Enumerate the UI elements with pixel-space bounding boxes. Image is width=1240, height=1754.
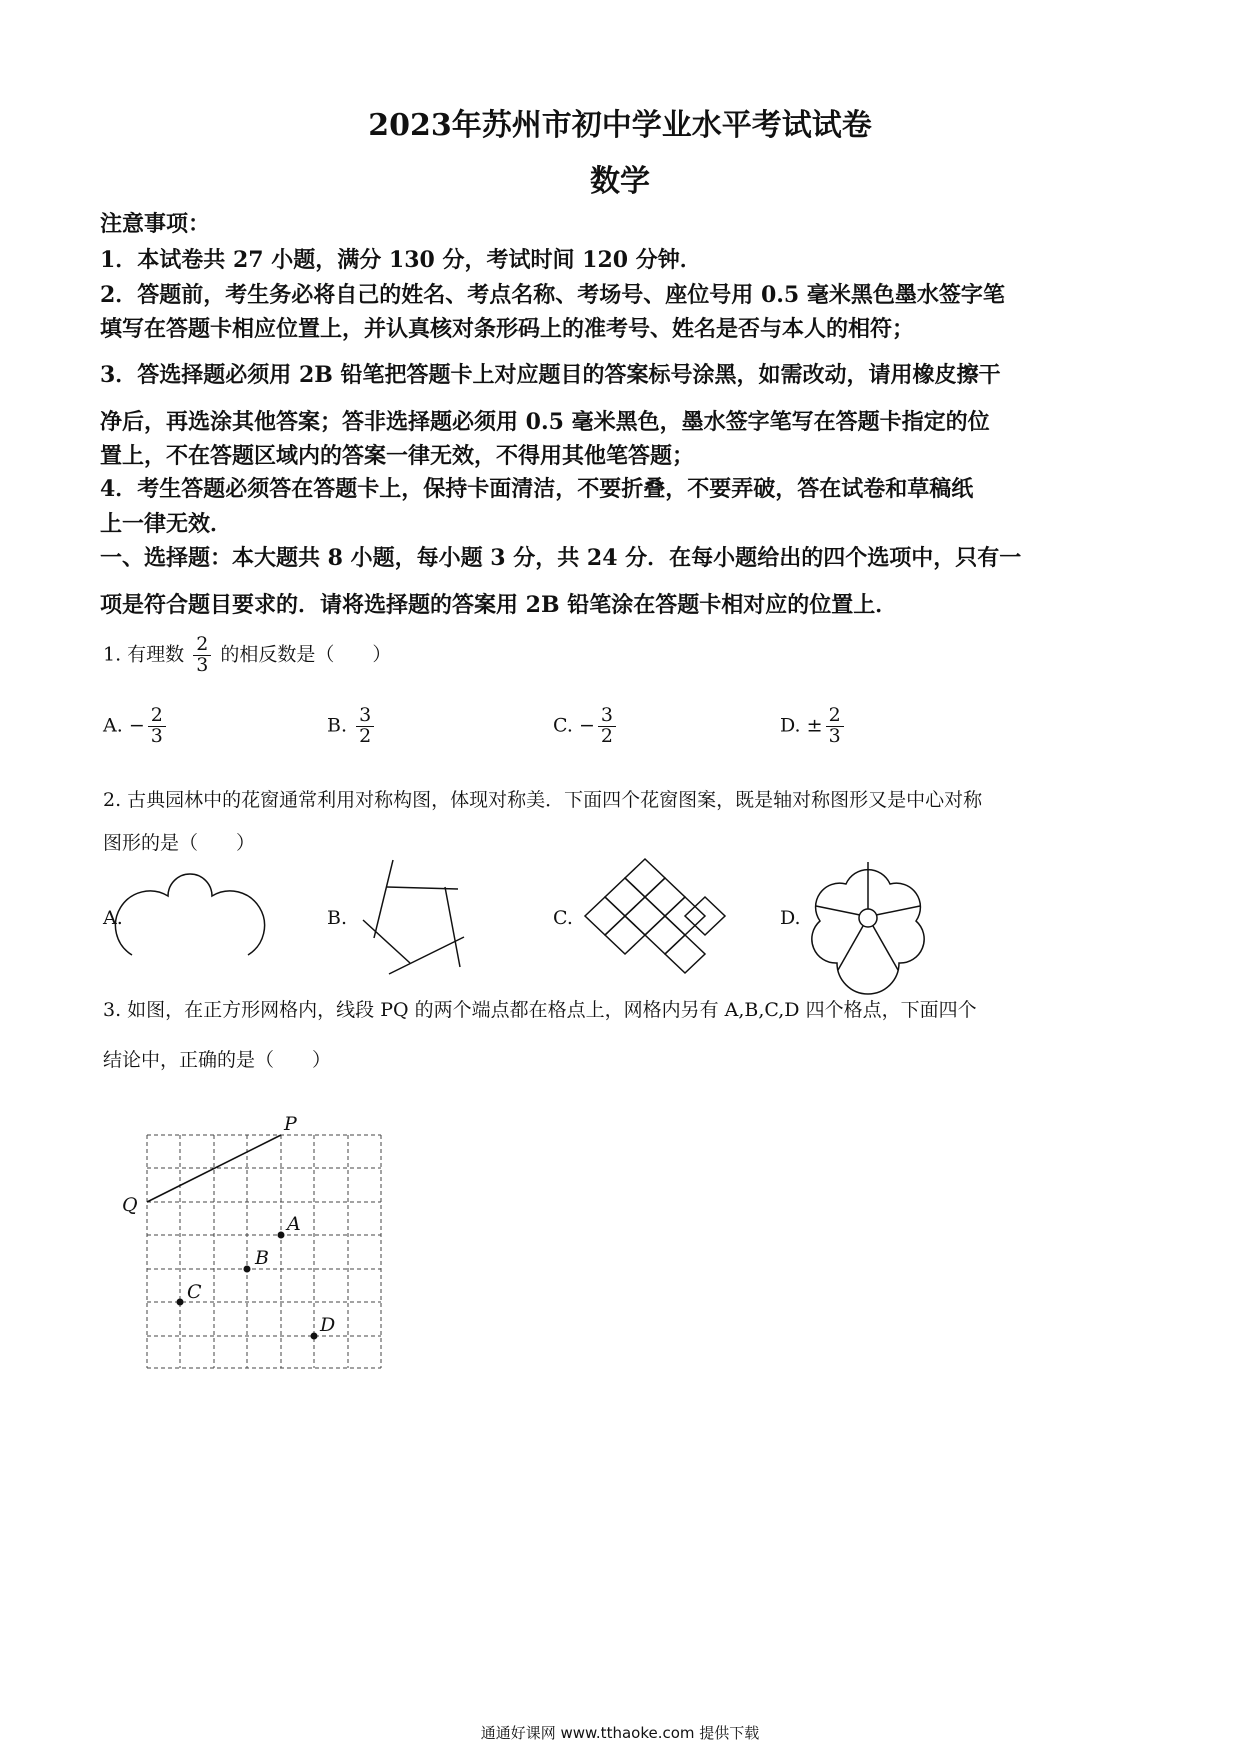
q1-prefix: 1. 有理数: [103, 643, 185, 666]
point-c: [177, 1299, 184, 1306]
section1-line1: 一、选择题：本大题共 8 小题，每小题 3 分，共 24 分．在每小题给出的四个选项中，只有一: [100, 545, 1022, 571]
q3-grid-figure: [110, 1105, 410, 1385]
q1-option-b-fraction: [356, 706, 374, 747]
q1-option-a-sign: −: [128, 714, 145, 737]
q2-line1: 2. 古典园林中的花窗通常利用对称构图，体现对称美．下面四个花窗图案，既是轴对称图形又是中心对称: [103, 789, 983, 811]
q2-option-d-label[interactable]: D.: [780, 907, 801, 929]
q1-option-c-label: C.: [553, 714, 573, 737]
note-4-line2: 上一律无效．: [100, 511, 233, 537]
q2-line2: 图形的是（ ）: [103, 832, 256, 854]
q2-figure-b: [365, 855, 475, 980]
footer-credit: 通通好课网 www.tthaoke.com 提供下载: [480, 1724, 760, 1742]
note-2-line1: 2．答题前，考生务必将自己的姓名、考点名称、考场号、座位号用 0.5 毫米黑色墨水签字笔: [100, 282, 1005, 308]
notes-heading: 注意事项：: [100, 211, 211, 237]
q1-option-d-fraction: [826, 706, 844, 747]
label-c: C: [187, 1281, 202, 1303]
point-a: [278, 1232, 285, 1239]
q1-option-d[interactable]: [780, 706, 847, 747]
note-4-line1: 4．考生答题必须答在答题卡上，保持卡面清洁，不要折叠，不要弄破，答在试卷和草稿纸: [100, 476, 974, 502]
point-d: [311, 1333, 318, 1340]
q1-option-c-sign: −: [578, 714, 595, 737]
q3-line2: 结论中，正确的是（ ）: [103, 1049, 332, 1071]
q3-line1: 3. 如图，在正方形网格内，线段 PQ 的两个端点都在格点上，网格内另有 A,B,C,D 四个格点，下面四个: [103, 999, 977, 1021]
note-2-line2: 填写在答题卡相应位置上，并认真核对条形码上的准考号、姓名是否与本人的相符；: [100, 316, 915, 342]
q1-fraction: [193, 635, 211, 676]
q1-frac-num: 2: [193, 635, 211, 656]
label-p: P: [284, 1113, 297, 1135]
q1-option-c-num: 3: [598, 706, 616, 727]
question-1: [103, 635, 391, 676]
q1-option-a-fraction: [148, 706, 166, 747]
q2-option-b-label[interactable]: B.: [327, 907, 348, 929]
q1-suffix: 的相反数是（ ）: [220, 643, 392, 666]
label-a: A: [287, 1213, 301, 1235]
q2-option-a-label[interactable]: A.: [103, 907, 123, 929]
note-3-line1: 3．答选择题必须用 2B 铅笔把答题卡上对应题目的答案标号涂黑，如需改动，请用橡皮擦干: [100, 362, 1001, 388]
q1-option-b-label: B.: [327, 714, 348, 737]
point-b: [244, 1266, 251, 1273]
note-1: 1．本试卷共 27 小题，满分 130 分，考试时间 120 分钟．: [100, 247, 702, 273]
label-b: B: [255, 1247, 269, 1269]
q1-frac-den: 3: [196, 653, 209, 676]
label-q: Q: [122, 1194, 138, 1216]
q1-option-d-num: 2: [826, 706, 844, 727]
q1-option-b-num: 3: [356, 706, 374, 727]
q2-figure-a: [125, 870, 255, 965]
q2-figure-c: [580, 870, 745, 962]
q1-option-a-den: 3: [150, 724, 163, 747]
q1-option-b-den: 2: [359, 724, 372, 747]
q1-option-b[interactable]: [327, 706, 377, 747]
q1-option-c-fraction: [598, 706, 616, 747]
q1-option-a[interactable]: [103, 706, 169, 747]
q1-option-a-label: A.: [103, 714, 123, 737]
subject-title: 数学: [590, 164, 650, 199]
note-3-line3: 置上，不在答题区域内的答案一律无效，不得用其他笔答题；: [100, 443, 695, 469]
q1-option-a-num: 2: [148, 706, 166, 727]
q1-option-d-label: D.: [780, 714, 801, 737]
page-title: 2023年苏州市初中学业水平考试试卷: [368, 108, 872, 143]
q1-option-d-sign: ±: [806, 714, 823, 737]
q1-option-c[interactable]: [553, 706, 619, 747]
section1-line2: 项是符合题目要求的．请将选择题的答案用 2B 铅笔涂在答题卡相对应的位置上．: [100, 592, 898, 618]
q1-option-d-den: 3: [828, 724, 841, 747]
q1-option-c-den: 2: [600, 724, 613, 747]
note-3-line2: 净后，再选涂其他答案；答非选择题必须用 0.5 毫米黑色，墨水签字笔写在答题卡指定的位: [100, 409, 990, 435]
q2-option-c-label[interactable]: C.: [553, 907, 573, 929]
label-d: D: [320, 1314, 336, 1336]
q2-figure-d: [806, 858, 930, 978]
